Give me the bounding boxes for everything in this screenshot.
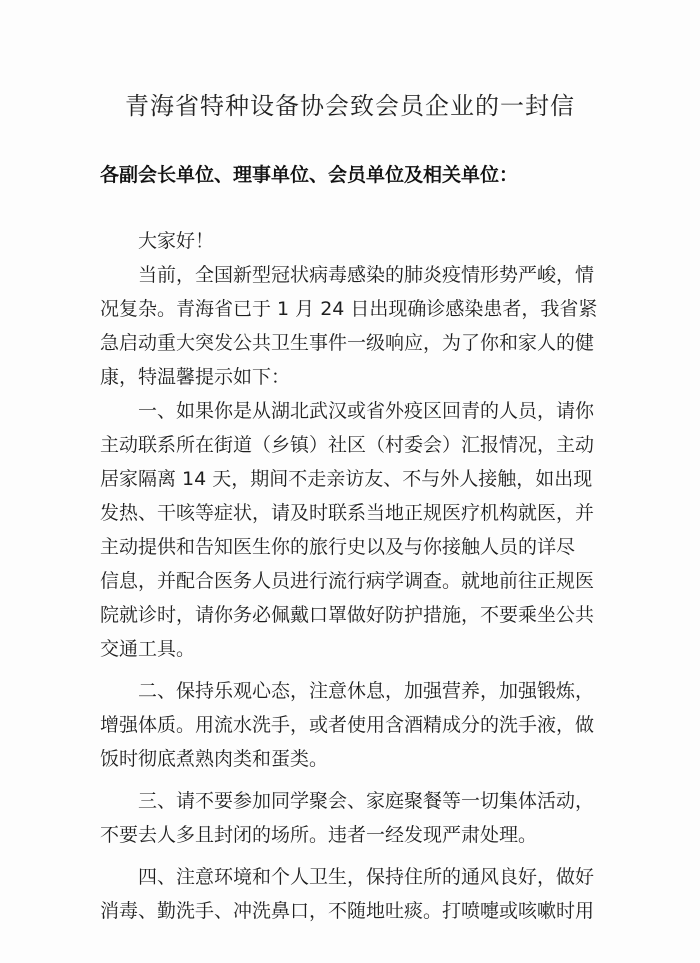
text-line: 增强体质。用流水洗手，或者使用含酒精成分的洗手液，做 xyxy=(100,714,595,736)
text-line: 不要去人多且封闭的场所。违者一经发现严肃处理。 xyxy=(100,824,538,846)
paragraph xyxy=(100,394,600,666)
salutation: 各副会长单位、理事单位、会员单位及相关单位： xyxy=(100,164,519,186)
text-line: 四、注意环境和个人卫生，保持住所的通风良好，做好 xyxy=(138,866,595,888)
text-line: 大家好！ xyxy=(138,230,215,252)
text-line: 一、如果你是从湖北武汉或省外疫区回青的人员，请你 xyxy=(138,400,595,422)
paragraph xyxy=(100,784,600,852)
text-line: 急启动重大突发公共卫生事件一级响应，为了你和家人的健 xyxy=(100,332,595,354)
text-line: 主动提供和告知医生你的旅行史以及与你接触人员的详尽 xyxy=(100,536,576,558)
text-line: 信息，并配合医务人员进行流行病学调查。就地前往正规医 xyxy=(100,570,595,592)
text-line: 三、请不要参加同学聚会、家庭聚餐等一切集体活动， xyxy=(138,790,595,812)
letter-body xyxy=(100,224,600,928)
text-line: 二、保持乐观心态，注意休息，加强营养，加强锻炼， xyxy=(138,680,595,702)
text-line: 当前，全国新型冠状病毒感染的肺炎疫情形势严峻，情 xyxy=(138,264,595,286)
text-line: 况复杂。青海省已于 1 月 24 日出现确诊感染患者，我省紧 xyxy=(100,298,598,320)
paragraph xyxy=(100,860,600,928)
text-line: 院就诊时，请你务必佩戴口罩做好防护措施，不要乘坐公共 xyxy=(100,604,595,626)
paragraph xyxy=(100,258,600,394)
text-line: 发热、干咳等症状，请及时联系当地正规医疗机构就医，并 xyxy=(100,502,595,524)
text-line: 交通工具。 xyxy=(100,638,196,660)
document-title: 青海省特种设备协会致会员企业的一封信 xyxy=(125,92,575,120)
text-line: 康，特温馨提示如下： xyxy=(100,366,291,388)
paragraph xyxy=(100,224,600,258)
text-line: 消毒、勤洗手、冲洗鼻口，不随地吐痰。打喷嚏或咳嗽时用 xyxy=(100,900,595,922)
text-line: 饭时彻底煮熟肉类和蛋类。 xyxy=(100,748,329,770)
text-line: 居家隔离 14 天，期间不走亲访友、不与外人接触，如出现 xyxy=(100,468,593,490)
paragraph xyxy=(100,674,600,776)
text-line: 主动联系所在街道（乡镇）社区（村委会）汇报情况，主动 xyxy=(100,434,595,456)
